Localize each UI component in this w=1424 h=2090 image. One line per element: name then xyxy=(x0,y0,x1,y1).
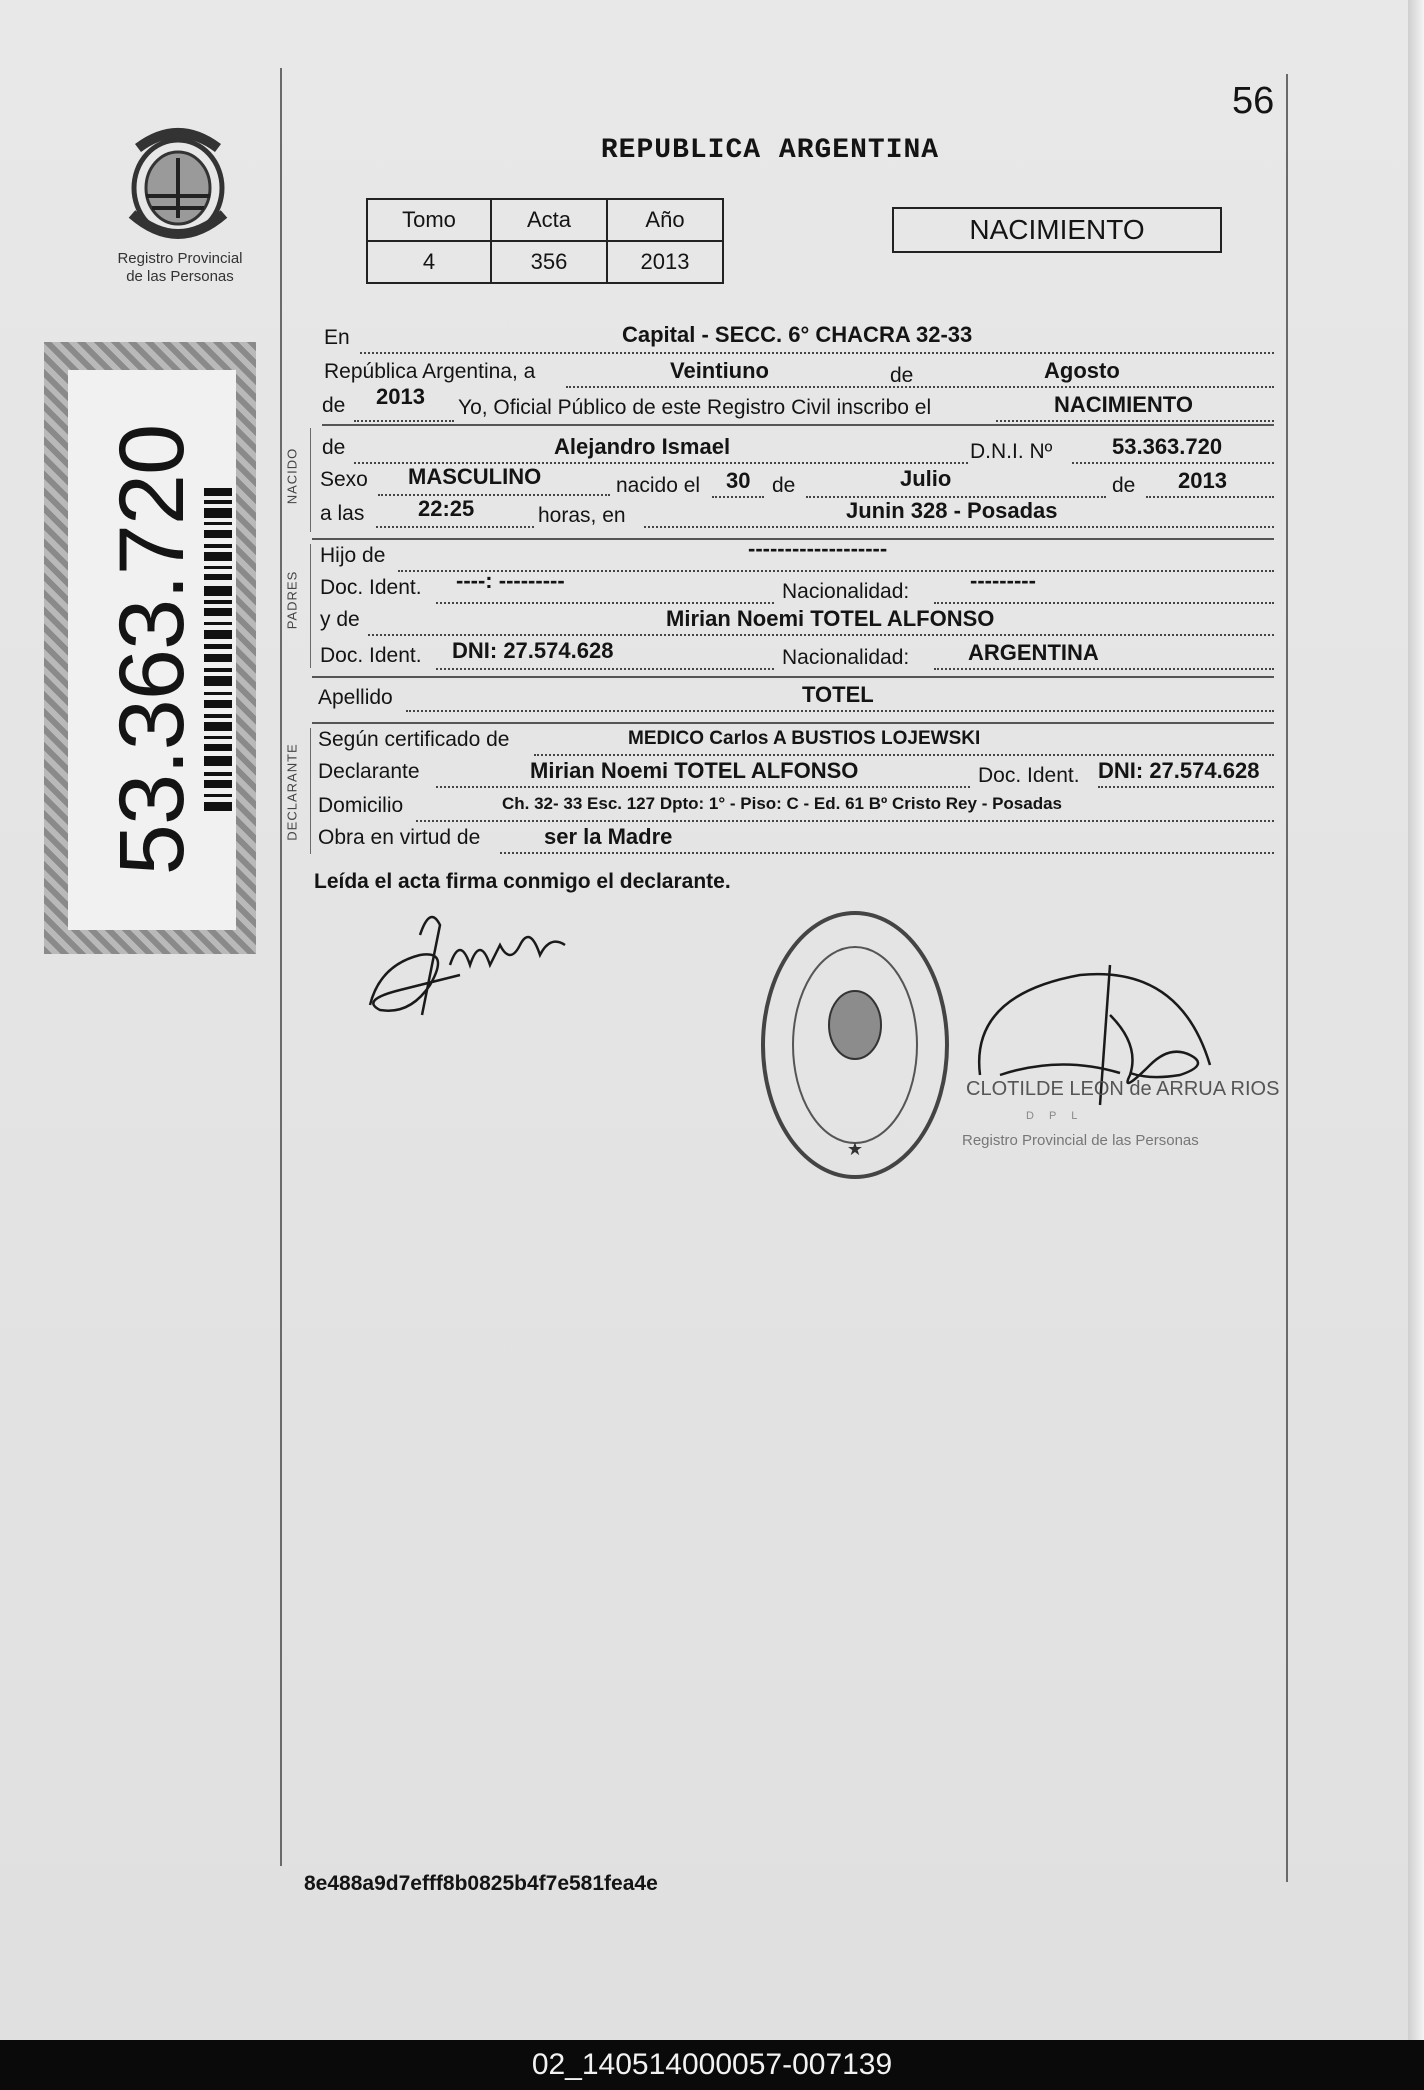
label-doc-ident-2: Doc. Ident. xyxy=(320,644,422,667)
declarant-signature-icon xyxy=(360,895,580,1035)
value-child-dni: 53.363.720 xyxy=(1112,434,1223,459)
row-father xyxy=(0,536,1424,574)
register-table xyxy=(366,198,724,284)
value-year: 2013 xyxy=(376,384,425,409)
record-type-box: NACIMIENTO xyxy=(892,207,1222,253)
row-time-place xyxy=(0,496,1424,530)
header-tomo: Tomo xyxy=(367,199,491,241)
value-domicile: Ch. 32- 33 Esc. 127 Dpto: 1° - Piso: C - Ed. 61 Bº Cristo Rey - Posadas xyxy=(502,794,1063,813)
label-decl-doc: Doc. Ident. xyxy=(978,764,1080,787)
section-label-nacido: NACIDO xyxy=(284,447,300,505)
label-de-2: de xyxy=(322,394,346,417)
closing-statement: Leída el acta firma conmigo el declarante. xyxy=(314,870,731,893)
value-place: Capital - SECC. 6° CHACRA 32-33 xyxy=(622,322,973,347)
label-dni: D.N.I. Nº xyxy=(970,440,1053,463)
label-nacionalidad: Nacionalidad: xyxy=(782,580,910,603)
province-emblem-icon xyxy=(118,118,238,248)
row-mother xyxy=(0,608,1424,638)
separator-4 xyxy=(312,722,1274,724)
footer-id: 02_140514000057-007139 xyxy=(531,2048,893,2081)
value-father-nat: --------- xyxy=(970,568,1036,593)
label-republica: República Argentina, a xyxy=(324,360,536,383)
logo-caption-line1: Registro Provincial xyxy=(117,250,243,267)
row-declarant xyxy=(0,760,1424,790)
header-anio: Año xyxy=(607,199,723,241)
value-father-doc: ----: --------- xyxy=(456,568,565,593)
label-doc-ident: Doc. Ident. xyxy=(320,576,422,599)
value-birth-time: 22:25 xyxy=(418,496,475,521)
header-acta: Acta xyxy=(491,199,607,241)
value-month: Agosto xyxy=(1044,358,1120,383)
value-inscribo: NACIMIENTO xyxy=(1054,392,1193,417)
value-mother-name: Mirian Noemi TOTEL ALFONSO xyxy=(666,606,995,631)
value-obra: ser la Madre xyxy=(544,824,673,849)
separator-3 xyxy=(312,676,1274,678)
value-sexo: MASCULINO xyxy=(408,464,542,489)
label-obra: Obra en virtud de xyxy=(318,826,481,849)
page-number: 56 xyxy=(1232,80,1275,122)
row-domicile xyxy=(0,794,1424,824)
row-surname xyxy=(0,684,1424,714)
row-obra xyxy=(0,826,1424,856)
value-father-name: ------------------- xyxy=(748,536,888,561)
label-alas: a las xyxy=(320,502,365,525)
label-declarante: Declarante xyxy=(318,760,420,783)
value-surname: TOTEL xyxy=(802,682,874,707)
row-date xyxy=(0,360,1424,390)
logo-caption-line2: de las Personas xyxy=(126,268,234,285)
row-sexo xyxy=(0,464,1424,498)
label-de-1: de xyxy=(890,364,914,387)
official-office: Registro Provincial de las Personas xyxy=(962,1132,1199,1149)
value-birth-year: 2013 xyxy=(1178,468,1227,493)
label-hijo: Hijo de xyxy=(320,544,386,567)
label-de-name: de xyxy=(322,436,346,459)
page-edge xyxy=(1408,0,1424,2040)
separator-1 xyxy=(322,424,1274,426)
row-child-name xyxy=(0,436,1424,466)
label-inscribo: Yo, Oficial Público de este Registro Civil inscribo el xyxy=(458,396,932,419)
section-label-declarante: DECLARANTE xyxy=(284,743,300,841)
row-father-doc xyxy=(0,568,1424,606)
value-anio: 2013 xyxy=(607,241,723,283)
label-yde: y de xyxy=(320,608,360,631)
footer-id-bar xyxy=(0,2040,1424,2090)
label-de-3: de xyxy=(772,474,796,497)
value-birth-month: Julio xyxy=(900,466,952,491)
label-nacionalidad-2: Nacionalidad: xyxy=(782,646,910,669)
value-certificate: MEDICO Carlos A BUSTIOS LOJEWSKI xyxy=(628,728,981,749)
label-nacido: nacido el xyxy=(616,474,701,497)
value-acta: 356 xyxy=(491,241,607,283)
official-seal-icon xyxy=(755,905,955,1185)
section-label-padres: PADRES xyxy=(284,570,300,630)
row-mother-doc xyxy=(0,640,1424,670)
official-name: CLOTILDE LEON de ARRUA RIOS xyxy=(966,1078,1280,1100)
value-mother-doc: DNI: 27.574.628 xyxy=(452,638,614,663)
logo-caption xyxy=(100,250,260,286)
document-hash: 8e488a9d7efff8b0825b4f7e581fea4e xyxy=(304,1872,658,1895)
official-dpl: D P L xyxy=(1026,1110,1084,1122)
label-horas: horas, en xyxy=(538,504,626,527)
value-day-words: Veintiuno xyxy=(670,358,769,383)
row-place xyxy=(0,322,1424,356)
svg-text:★: ★ xyxy=(846,1139,864,1159)
label-domicilio: Domicilio xyxy=(318,794,404,817)
value-child-name: Alejandro Ismael xyxy=(554,434,731,459)
value-decl-doc: DNI: 27.574.628 xyxy=(1098,758,1260,783)
value-birth-place: Junin 328 - Posadas xyxy=(846,498,1058,523)
row-certificate xyxy=(0,728,1424,758)
label-de-4: de xyxy=(1112,474,1136,497)
row-inscribo xyxy=(0,384,1424,424)
value-birth-day: 30 xyxy=(726,468,751,493)
barcode-number: 53.363.720 xyxy=(101,424,203,876)
value-mother-nat: ARGENTINA xyxy=(968,640,1099,665)
label-en: En xyxy=(324,326,350,349)
value-declarant: Mirian Noemi TOTEL ALFONSO xyxy=(530,758,859,783)
label-sexo: Sexo xyxy=(320,468,368,491)
country-title: REPUBLICA ARGENTINA xyxy=(600,135,940,166)
label-apellido: Apellido xyxy=(318,686,393,709)
value-tomo: 4 xyxy=(367,241,491,283)
label-certificado: Según certificado de xyxy=(318,728,510,751)
